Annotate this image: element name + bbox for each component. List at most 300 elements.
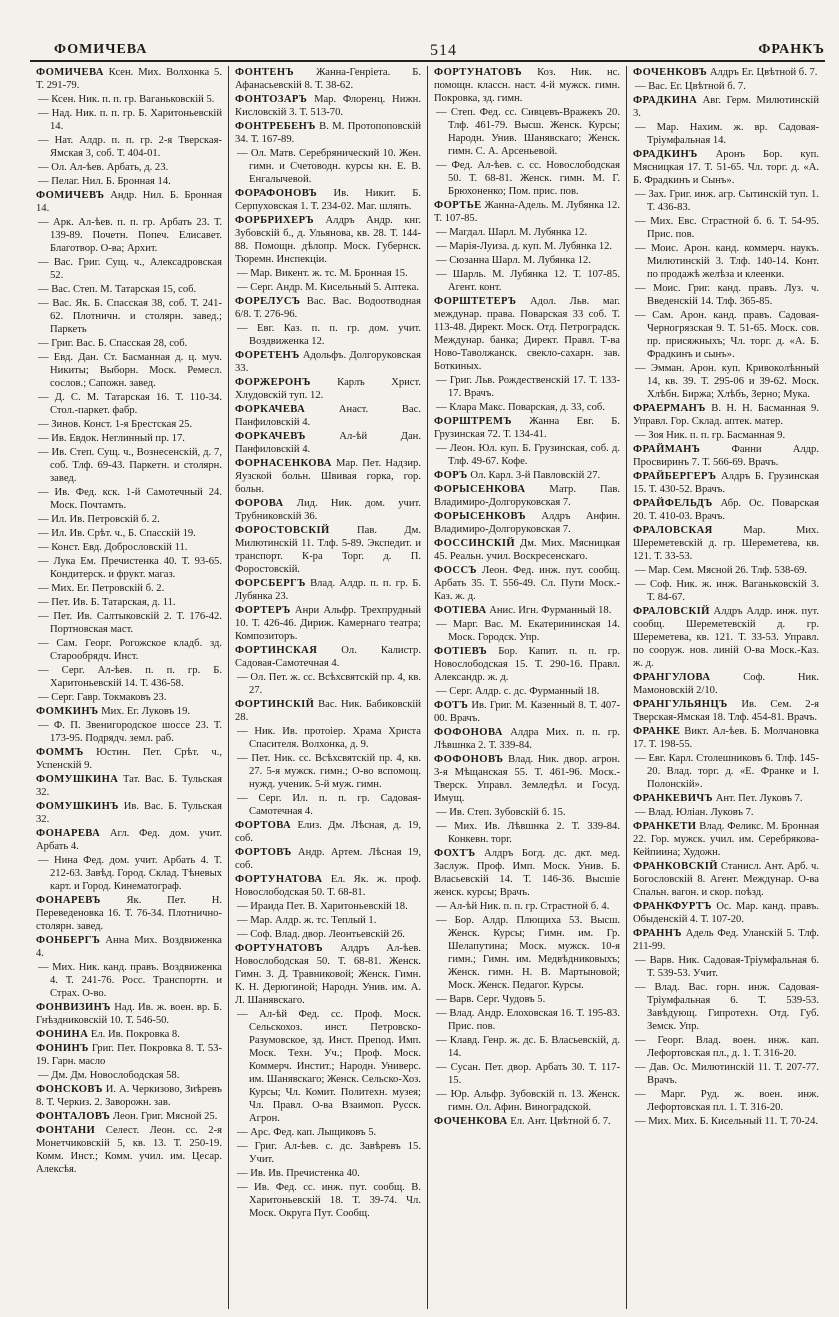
entry-surname: ФОССЪ	[434, 565, 477, 576]
entry-surname: ФОРТОВА	[235, 820, 292, 831]
directory-entry	[434, 537, 620, 563]
entry-text: Пав. Дм. Милютинскій 11. Тлф. 5-89. Экспедит. и транспорт. К-ра Торг. д. П. Форостовскій.	[235, 525, 421, 575]
directory-entry	[235, 430, 421, 456]
column-2	[229, 66, 428, 1309]
entry-text: Жанна Евг. Б. Грузинская 72. Т. 134-41.	[434, 416, 620, 440]
entry-surname: ФОНТРЕБЕНЪ	[235, 121, 316, 132]
directory-entry	[36, 555, 222, 581]
entry-text: Алдръ Андр. кнг. Зубовскій б., д. Ульянова, кв. 28. Т. 144-88. Помощн. дѣлопр. Моск. Губернск. Тюремн. Инспекціи.	[235, 215, 421, 265]
entry-text: — Зинов. Конст. 1-я Брестская 25.	[38, 419, 193, 430]
directory-entry	[434, 401, 620, 414]
directory-entry	[633, 497, 819, 523]
directory-entry	[235, 577, 421, 603]
directory-entry	[633, 1115, 819, 1128]
entry-text: — Серг. Гавр. Токмаковъ 23.	[38, 692, 167, 703]
entry-text: Анис. Игн. Фурманный 18.	[489, 605, 612, 616]
directory-entry	[633, 242, 819, 281]
entry-text: Леон. Григ. Мясной 25.	[112, 1111, 218, 1122]
entry-text: — Нина Фед. дом. учит. Арбать 4. Т. 212-63. Завѣд. Город. Склад. Тѣневых карт. и Город. Кинематограф.	[38, 855, 222, 892]
directory-entry	[36, 827, 222, 853]
entry-text: Ив. Вас. Б. Тульская 32.	[36, 801, 222, 825]
directory-entry	[235, 846, 421, 872]
directory-entry	[235, 671, 421, 697]
entry-text: Андр. Нил. Б. Бронная 14.	[36, 190, 222, 214]
entry-text: Лид. Ник. дом. учит. Трубниковскій 36.	[235, 498, 421, 522]
directory-entry	[235, 873, 421, 899]
directory-entry	[235, 1126, 421, 1139]
entry-surname: ФОЧЕНКОВЪ	[633, 67, 708, 78]
entry-text: — Моис. Григ. канд. правъ. Луз. ч. Введенскій 14. Тлф. 365-85.	[635, 283, 819, 307]
entry-text: — Моис. Арон. канд. коммерч. наукъ. Милютинскій 3. Тлф. 140-14. Конт. по продажѣ желѣза и клеенки.	[635, 243, 819, 280]
entry-surname: ФОРОВА	[235, 498, 284, 509]
entry-text: — Над. Ник. п. п. гр. Б. Харитоньевскій 14.	[38, 108, 222, 132]
entry-text: — Серг. Ил. п. п. гр. Садовая-Самотечная 4.	[237, 793, 421, 817]
entry-surname: ФОРАФОНОВЪ	[235, 188, 318, 199]
entry-surname: ФОРШТРЕМЪ	[434, 416, 512, 427]
directory-entry	[633, 564, 819, 577]
directory-entry	[36, 134, 222, 160]
directory-columns	[30, 66, 825, 1309]
entry-text: — Евг. Карл. Столешниковъ 6. Тлф. 145-20. Влад. торг. д. «Е. Франке и I. Полонскій».	[635, 753, 819, 790]
directory-entry	[36, 894, 222, 933]
entry-text: — Сусан. Пет. двор. Арбать 30. Т. 117-15.	[436, 1062, 620, 1086]
entry-text: — Зах. Григ. инж. агр. Сытинскій туп. 1. Т. 436-83.	[635, 189, 819, 213]
directory-entry	[434, 645, 620, 684]
entry-text: — Григ. Вас. Б. Спасская 28, соб.	[38, 338, 188, 349]
entry-text: Ант. Пет. Луковъ 7.	[715, 793, 803, 804]
directory-entry	[434, 618, 620, 644]
entry-text: — Варв. Серг. Чудовъ 5.	[436, 994, 546, 1005]
column-3	[428, 66, 627, 1309]
entry-text: Над. Ив. ж. воен. вр. Б. Гнѣздниковскій 10. Т. 546-50.	[36, 1002, 222, 1026]
entry-text: — Шарль. М. Лубянка 12. Т. 107-85. Агент. конт.	[436, 269, 620, 293]
entry-text: Соф. Ник. Мамоновскій 2/10.	[633, 672, 819, 696]
directory-entry	[36, 66, 222, 92]
entry-surname: ФРАНКОВСКІЙ	[633, 861, 718, 872]
directory-entry	[235, 792, 421, 818]
directory-entry	[434, 199, 620, 225]
entry-surname: ФОРТУНАТОВЪ	[434, 67, 523, 78]
entry-text: — Евг. Каз. п. п. гр. дом. учит. Воздвиженка 12.	[237, 323, 421, 347]
directory-entry	[36, 691, 222, 704]
entry-surname: ФОНВИЗИНЪ	[36, 1002, 111, 1013]
entry-text: Як. Пет. Н. Переведеновка 16. Т. 76-34. Плотнично-столярн. завед.	[36, 895, 222, 932]
directory-entry	[36, 854, 222, 893]
entry-text: — Мих. Мих. Б. Кисельный 11. Т. 70-24.	[635, 1116, 819, 1127]
directory-entry	[633, 860, 819, 899]
entry-surname: ФОРЫСЕНКОВА	[434, 484, 526, 495]
entry-surname: ФОРТУНАТОВЪ	[235, 943, 324, 954]
entry-surname: ФОНСКОВЪ	[36, 1084, 103, 1095]
directory-entry	[36, 175, 222, 188]
entry-text: Тат. Вас. Б. Тульская 32.	[36, 774, 222, 798]
entry-text: Влад. Ник. двор. агрон. 3-я Мѣщанская 55. Т. 461-96. Моск.-Тверск. Управл. Земледѣл. и Госуд. Имущ.	[434, 754, 620, 804]
directory-entry	[36, 1069, 222, 1082]
entry-text: Дм. Мих. Мясницкая 45. Реальн. учил. Воскресенскаго.	[434, 538, 620, 562]
entry-text: — Сам. Арон. канд. правъ. Садовая-Черногрязская 9. Т. 51-65. Моск. сов. пр. присяжныхъ; Чл. торг. д. «А. Б. Фрадкинъ и сынъ».	[635, 310, 819, 360]
entry-text: — Варв. Ник. Садовая-Тріумфальная 6. Т. 539-53. Учит.	[635, 955, 819, 979]
entry-text: — Мар. Сем. Мясной 26. Тлф. 538-69.	[635, 565, 808, 576]
entry-surname: ФОФОНОВЪ	[434, 754, 504, 765]
entry-text: — Мар. Нахим. ж. вр. Садовая-Тріумфальная 14.	[635, 122, 819, 146]
entry-surname: ФРАНКФУРТЪ	[633, 901, 712, 912]
entry-text: Андр. Артем. Лѣсная 19, соб.	[235, 847, 421, 871]
directory-entry	[36, 637, 222, 663]
directory-entry	[434, 820, 620, 846]
entry-surname: ФОРБРИХЕРЪ	[235, 215, 314, 226]
entry-text: — Магдал. Шарл. М. Лубянка 12.	[436, 227, 588, 238]
entry-surname: ФОРЫСЕНКОВЪ	[434, 511, 526, 522]
directory-entry	[633, 698, 819, 724]
column-1	[30, 66, 229, 1309]
column-4	[627, 66, 825, 1309]
entry-text: — Зоя Ник. п. п. гр. Басманная 9.	[635, 430, 786, 441]
entry-surname: ФОРКАЧЕВА	[235, 404, 306, 415]
directory-entry	[36, 351, 222, 390]
directory-entry	[434, 726, 620, 752]
directory-entry	[633, 80, 819, 93]
entry-surname: ФОНАРЕВА	[36, 828, 101, 839]
entry-text: — Дав. Ос. Милютинскій 11. Т. 207-77. Врачъ.	[635, 1062, 819, 1086]
directory-entry	[633, 148, 819, 187]
entry-text: — Мих. Евс. Страстной б. 6. Т. 54-95. Прис. пов.	[635, 216, 819, 240]
directory-entry	[36, 418, 222, 431]
entry-text: Алдръ Анфин. Владимиро-Долгоруковская 7.	[434, 511, 620, 535]
directory-entry	[36, 337, 222, 350]
directory-entry	[36, 664, 222, 690]
directory-entry	[36, 582, 222, 595]
directory-entry	[36, 391, 222, 417]
entry-text: Алдръ Богд. дс. дкт. мед. Заслуж. Проф. Имп. Моск. Унив. Б. Власьевскій 14. Т. 146-36. Высшіе женск. курсы; Врачъ.	[434, 848, 620, 898]
entry-text: — Серг. Алдр. с. дс. Фурманный 18.	[436, 686, 600, 697]
entry-text: — Марг. Вас. М. Екатерининская 14. Моск. Городск. Упр.	[436, 619, 620, 643]
directory-entry	[235, 187, 421, 213]
entry-text: Вас. Вас. Водоотводная 6/8. Т. 276-96.	[235, 296, 421, 320]
directory-entry	[434, 699, 620, 725]
directory-entry	[633, 792, 819, 805]
directory-entry	[36, 961, 222, 1000]
directory-entry	[633, 927, 819, 953]
entry-text: Влад. Алдр. п. п. гр. Б. Лубянка 23.	[235, 578, 421, 602]
entry-text: Ол. Карл. 3-й Павловскій 27.	[470, 470, 601, 481]
entry-surname: ФРАЙФЕЛЬДЪ	[633, 498, 713, 509]
entry-text: Алдръ Алдр. инж. пут. сообщ. Шереметевскій д. гр. Шереметева, кв. 121. Т. 33-53. Управл. по сооруж. нов. линій О-ва Моск.-Каз. ж. д.	[633, 606, 819, 669]
header-rule	[30, 60, 825, 62]
entry-surname: ФОМИЧЕВА	[36, 67, 104, 78]
entry-surname: ФРАНКЕ	[633, 726, 681, 737]
entry-text: Матр. Пав. Владимиро-Долгоруковская 7.	[434, 484, 620, 508]
entry-surname: ФОРТИНСКАЯ	[235, 645, 318, 656]
entry-surname: ФОМУШКИНА	[36, 774, 119, 785]
entry-text: — Д. С. М. Татарская 16. Т. 110-34. Стол.-паркет. фабр.	[38, 392, 222, 416]
entry-text: — Ив. Фед. сс. инж. пут. сообщ. В. Харитоньевскій 18. Т. 39-74. Чл. Моск. Округа Пут. Сообщ.	[237, 1182, 421, 1219]
directory-entry	[235, 752, 421, 791]
entry-text: Анаст. Вас. Панфиловскій 4.	[235, 404, 421, 428]
directory-entry	[36, 432, 222, 445]
entry-text: — Вас. Степ. М. Татарская 15, соб.	[38, 284, 197, 295]
entry-text: Ос. Мар. канд. правъ. Обыденскій 4. Т. 107-20.	[633, 901, 819, 925]
directory-entry	[36, 746, 222, 772]
entry-text: — Мар. Викент. ж. тс. М. Бронная 15.	[237, 268, 408, 279]
entry-surname: ФОРТЬЕ	[434, 200, 482, 211]
entry-surname: ФОТІЕВА	[434, 605, 487, 616]
directory-entry	[633, 524, 819, 563]
directory-entry	[36, 297, 222, 336]
directory-entry	[36, 527, 222, 540]
entry-text: — Ив. Степ. Сущ. ч., Вознесенскій, д. 7, соб. Тлф. 69-43. Паркетн. и столярн. завед.	[38, 447, 222, 484]
entry-text: Адольфъ. Долгоруковская 33.	[235, 350, 421, 374]
entry-text: Ол. Калистр. Садовая-Самотечная 4.	[235, 645, 421, 669]
entry-text: — Ник. Ив. протоіер. Храма Христа Спасителя. Волхонка, д. 9.	[237, 726, 421, 750]
directory-entry	[235, 698, 421, 724]
directory-entry	[235, 928, 421, 941]
entry-text: — Григ. Льв. Рождественскій 17. Т. 133-17. Врачъ.	[436, 375, 620, 399]
directory-entry	[36, 1124, 222, 1176]
directory-entry	[235, 281, 421, 294]
entry-surname: ФОНТАНИ	[36, 1125, 96, 1136]
directory-entry	[434, 415, 620, 441]
entry-text: — Клара Макс. Поварская, д. 33, соб.	[436, 402, 605, 413]
entry-surname: ФОРЕЛУСЪ	[235, 296, 301, 307]
directory-entry	[235, 1008, 421, 1125]
entry-surname: ФРАЛОВСКІЙ	[633, 606, 710, 617]
directory-entry	[434, 604, 620, 617]
entry-surname: ФОРТЕРЪ	[235, 605, 291, 616]
directory-entry	[235, 267, 421, 280]
directory-entry	[434, 1115, 620, 1128]
directory-entry	[434, 374, 620, 400]
page-number: 514	[430, 42, 457, 59]
directory-entry	[434, 900, 620, 913]
directory-entry	[434, 993, 620, 1006]
entry-text: — Серг. Андр. М. Кисельный 5. Аптека.	[237, 282, 419, 293]
directory-entry	[633, 671, 819, 697]
entry-text: — Степ. Фед. сс. Сивцевъ-Вражекъ 20. Тлф. 461-79. Высш. Женск. Курсы; Народн. Унив. Шанявскаго; Женск. гимн. С. А. Арсеньевой.	[436, 107, 620, 157]
directory-entry	[36, 513, 222, 526]
entry-text: — Арс. Фед. кап. Лыщиковъ 5.	[237, 1127, 377, 1138]
directory-entry	[434, 442, 620, 468]
entry-text: Авг. Герм. Милютинскій 3.	[633, 95, 819, 119]
directory-entry	[235, 403, 421, 429]
entry-text: В. Н. Н. Басманная 9. Управл. Гор. Склад. аптек. матер.	[633, 403, 819, 427]
directory-entry	[633, 605, 819, 670]
entry-surname: ФОРТУНАТОВА	[235, 874, 323, 885]
directory-entry	[434, 564, 620, 603]
entry-surname: ФРАННЪ	[633, 928, 682, 939]
entry-text: — Юр. Альфр. Зубовскій п. 13. Женск. гимн. Ол. Афин. Виноградской.	[436, 1089, 620, 1113]
directory-entry	[36, 256, 222, 282]
entry-text: Анри Альфр. Трехпрудный 10. Т. 426-46. Дириж. Камернаго театра; Композиторъ.	[235, 605, 421, 642]
entry-surname: ФРАНКЕТИ	[633, 821, 697, 832]
directory-entry	[633, 752, 819, 791]
entry-surname: ФОМКИНЪ	[36, 706, 99, 717]
entry-text: — Ол. Матв. Серебрянический 10. Жен. гимн. и Счетоводн. курсы кн. Е. В. Енгалычевой.	[237, 148, 421, 185]
directory-entry	[36, 1083, 222, 1109]
entry-text: Ел. Ант. Цвѣтной б. 7.	[510, 1116, 611, 1127]
directory-entry	[434, 1007, 620, 1033]
entry-text: Коз. Ник. нс. помощн. классн. наст. 4-й мужск. гимн. Покровка, зд. гимн.	[434, 67, 620, 104]
entry-text: — Пет. Ив. Салтыковскій 2. Т. 176-42. Портновская маст.	[38, 611, 222, 635]
entry-text: Алдръ Ал-ѣев. Новослободская 50. Т. 68-81. Женск. Гимн. З. Д. Травниковой; Женск. Гимн. К. Н. Дерюгиной; Народн. Унив. им. А. Л. Шанявскаго.	[235, 943, 421, 1006]
entry-text: Елиз. Дм. Лѣсная, д. 19, соб.	[235, 820, 421, 844]
header-left-catchword: ФОМИЧЕВА	[54, 42, 148, 57]
entry-surname: ФОРЪ	[434, 470, 468, 481]
entry-surname: ФОМИЧЕВЪ	[36, 190, 105, 201]
entry-text: — Ив. Фед. кск. 1-й Самотечный 24. Моск. Почтамть.	[38, 487, 222, 511]
entry-text: — Евд. Дан. Ст. Басманная д. ц. муч. Никиты; Выборн. Моск. Ремесл. сослов.; Сапожн. завед.	[38, 352, 222, 389]
entry-text: — Ксен. Ник. п. п. гр. Ваганьковскій 5.	[38, 94, 215, 105]
directory-entry	[633, 1061, 819, 1087]
entry-text: Влад. Феликс. М. Бронная 22. Гор. мужск. учил. им. Серебрякова-Кейпиина; Художн.	[633, 821, 819, 858]
entry-surname: ФОММЪ	[36, 747, 84, 758]
entry-surname: ФОРЖЕРОНЪ	[235, 377, 311, 388]
directory-entry	[633, 1088, 819, 1114]
directory-entry	[434, 254, 620, 267]
entry-text: Ив. Григ. М. Казенный 8. Т. 407-00. Врачъ.	[434, 700, 620, 724]
entry-text: Адель Фед. Уланскій 5. Тлф. 211-99.	[633, 928, 819, 952]
directory-entry	[36, 283, 222, 296]
directory-entry	[235, 120, 421, 146]
entry-text: Аронъ Бор. куп. Мясницкая 17. Т. 51-65. Чл. торг. д. «А. Б. Фрадкинъ и Сынъ».	[633, 149, 819, 186]
directory-entry	[36, 107, 222, 133]
entry-text: — Пет. Ник. сс. Всѣхсвятскій пр. 4, кв. 27. 5-я мужск. гимн.; О-во вспомощ. нужд. ученик. 5-й муж. гимн.	[237, 753, 421, 790]
entry-text: В. М. Протопоповскій 34. Т. 167-89.	[235, 121, 421, 145]
directory-entry	[36, 216, 222, 255]
entry-text: — Марг. Руд. ж. воен. инж. Лефортовская пл. 1. Т. 316-20.	[635, 1089, 819, 1113]
directory-entry	[36, 705, 222, 718]
entry-surname: ФОНТОЗАРЪ	[235, 94, 308, 105]
directory-entry	[633, 429, 819, 442]
entry-text: Мар. Пет. Надзир. Яузской больн. Швивая горка, гор. больн.	[235, 458, 421, 495]
entry-surname: ФРАЛОВСКАЯ	[633, 525, 713, 536]
directory-entry	[434, 469, 620, 482]
entry-text: И. А. Черкизово, Зиѣревъ 8. Т. Черкиз. 2. Заворожн. зав.	[36, 1084, 222, 1108]
entry-surname: ФОНБЕРГЪ	[36, 935, 101, 946]
directory-entry	[434, 1061, 620, 1087]
entry-text: — Ал-ѣй Ник. п. п. гр. Страстной б. 4.	[436, 901, 610, 912]
entry-text: Анна Мих. Воздвиженка 4.	[36, 935, 222, 959]
directory-entry	[235, 725, 421, 751]
directory-entry	[36, 1028, 222, 1041]
directory-entry	[434, 483, 620, 509]
entry-surname: ФРАДКИНЪ	[633, 149, 698, 160]
directory-entry	[434, 1088, 620, 1114]
directory-entry	[434, 295, 620, 373]
directory-entry	[235, 900, 421, 913]
directory-entry	[633, 470, 819, 496]
directory-entry	[235, 322, 421, 348]
directory-entry	[434, 268, 620, 294]
directory-entry	[434, 106, 620, 158]
entry-text: Ал-ѣй Дан. Панфиловскій 4.	[235, 431, 421, 455]
entry-surname: ФРАНКЕВИЧЪ	[633, 793, 714, 804]
directory-entry	[235, 376, 421, 402]
entry-text: — Лука Ем. Пречистенка 40. Т. 93-65. Кондитерск. и фрукт. магаз.	[38, 556, 222, 580]
entry-text: — Ив. Евдок. Неглинный пр. 17.	[38, 433, 185, 444]
directory-entry	[434, 1034, 620, 1060]
directory-entry	[36, 93, 222, 106]
entry-text: — Сюзанна Шарл. М. Лубянка 12.	[436, 255, 591, 266]
entry-text: Ел. Ив. Покровка 8.	[90, 1029, 180, 1040]
directory-entry	[235, 524, 421, 576]
entry-text: — Влад. Юліан. Луковъ 7.	[635, 807, 754, 818]
directory-entry	[235, 147, 421, 186]
entry-surname: ФОРШТЕТЕРЪ	[434, 296, 517, 307]
directory-entry	[633, 443, 819, 469]
directory-entry	[633, 402, 819, 428]
entry-surname: ФОНТАЛОВЪ	[36, 1111, 111, 1122]
entry-text: — Ив. Ив. Пречистенка 40.	[237, 1168, 360, 1179]
entry-text: Алдра Мих. п. п. гр. Лѣвшнка 2. Т. 339-84.	[434, 727, 620, 751]
entry-text: Алдръ Ег. Цвѣтной б. 7.	[709, 67, 818, 78]
entry-text: — Вас. Григ. Сущ. ч., Алексадровская 52.	[38, 257, 222, 281]
directory-entry	[235, 93, 421, 119]
directory-entry	[633, 981, 819, 1033]
entry-text: — Сам. Георг. Рогожское кладб. зд. Старообрядч. Инст.	[38, 638, 222, 662]
directory-entry	[633, 282, 819, 308]
entry-text: Жанна-Адель. М. Лубянка 12. Т. 107-85.	[434, 200, 620, 224]
directory-entry	[633, 954, 819, 980]
directory-entry	[235, 1167, 421, 1180]
entry-text: — Влад. Андр. Елоховская 16. Т. 195-83. Прис. пов.	[436, 1008, 620, 1032]
entry-text: Адол. Льв. маг. междунар. права. Поварская 33 соб. Т. 113-48. Директ. Моск. Отд. Петроградск. Междунар. банка; Директ. Правл. Т-ва Ново-Таволжанск. свекло-сахарн. зав. Боткиных.	[434, 296, 620, 372]
entry-text: Абр. Ос. Поварская 20. Т. 410-03. Врачъ.	[633, 498, 819, 522]
directory-entry	[235, 604, 421, 643]
entry-text: — Фед. Ал-ѣев. с. сс. Новослободская 50. Т. 68-81. Женск. гимн. М. Г. Брюхоненко; Пом. прис. пов.	[436, 160, 620, 197]
directory-entry	[434, 66, 620, 105]
entry-text: Жанна-Генріета. Б. Афанасьевскій 8. Т. 38-62.	[235, 67, 421, 91]
entry-text: Селест. Леон. сс. 2-я Монетчиковскій 5, кв. 13. Т. 250-19. Комм. Инст.; Комм. учил. им. Цесар. Алексѣя.	[36, 1125, 222, 1175]
entry-text: — Мих. Ив. Лѣвшнка 2. Т. 339-84. Конкевн. торг.	[436, 821, 620, 845]
entry-surname: ФРАНГУЛОВА	[633, 672, 711, 683]
entry-text: — Соф. Влад. двор. Леонтьевскій 26.	[237, 929, 405, 940]
header-right-catchword: ФРАНКЪ	[758, 42, 825, 57]
directory-entry	[235, 1181, 421, 1220]
entry-text: — Ираида Пет. В. Харитоньевскій 18.	[237, 901, 408, 912]
entry-text: Юстин. Пет. Срѣт. ч., Успенскій 9.	[36, 747, 222, 771]
directory-entry	[434, 510, 620, 536]
directory-entry	[633, 94, 819, 120]
entry-surname: ФОРНАСЕНКОВА	[235, 458, 332, 469]
entry-text: — Влад. Вас. горн. инж. Садовая-Тріумфальная 6. Т. 539-53. Завѣдующ. Гипротехн. Отд. Губ. Земск. Упр.	[635, 982, 819, 1032]
entry-surname: ФРАЙМАНЪ	[633, 444, 701, 455]
directory-entry	[633, 578, 819, 604]
directory-entry	[633, 820, 819, 859]
entry-text: — Марія-Луиза. д. куп. М. Лубянка 12.	[436, 241, 613, 252]
entry-text: Бор. Капит. п. п. гр. Новослободская 15. Т. 290-16. Правл. Александр. ж. д.	[434, 646, 620, 683]
directory-entry	[235, 66, 421, 92]
entry-text: Вас. Ник. Бабиковскій 28.	[235, 699, 421, 723]
entry-text: Ив. Никит. Б. Серпуховская 1. Т. 234-02. Маг. шляпъ.	[235, 188, 421, 212]
directory-entry	[434, 685, 620, 698]
directory-entry	[36, 486, 222, 512]
entry-surname: ФОНТЕНЪ	[235, 67, 294, 78]
directory-entry	[633, 806, 819, 819]
directory-entry	[235, 349, 421, 375]
entry-text: Мих. Ег. Луковъ 19.	[101, 706, 191, 717]
directory-entry	[434, 847, 620, 899]
directory-entry	[36, 446, 222, 485]
directory-entry	[434, 240, 620, 253]
directory-entry	[434, 159, 620, 198]
directory-entry	[633, 309, 819, 361]
entry-text: — Нат. Алдр. п. п. гр. 2-я Тверская-Ямская 3, соб. Т. 404-01.	[38, 135, 222, 159]
entry-text: — Арк. Ал-ѣев. п. п. гр. Арбать 23. Т. 139-89. Почетн. Попеч. Елисавет. Благотвор. О-ва; Архит.	[38, 217, 222, 254]
directory-entry	[434, 806, 620, 819]
entry-surname: ФОССИНСКІЙ	[434, 538, 516, 549]
entry-text: Алдръ Б. Грузинская 15. Т. 430-52. Врачъ.	[633, 471, 820, 495]
entry-surname: ФОРЕТЕНЪ	[235, 350, 300, 361]
